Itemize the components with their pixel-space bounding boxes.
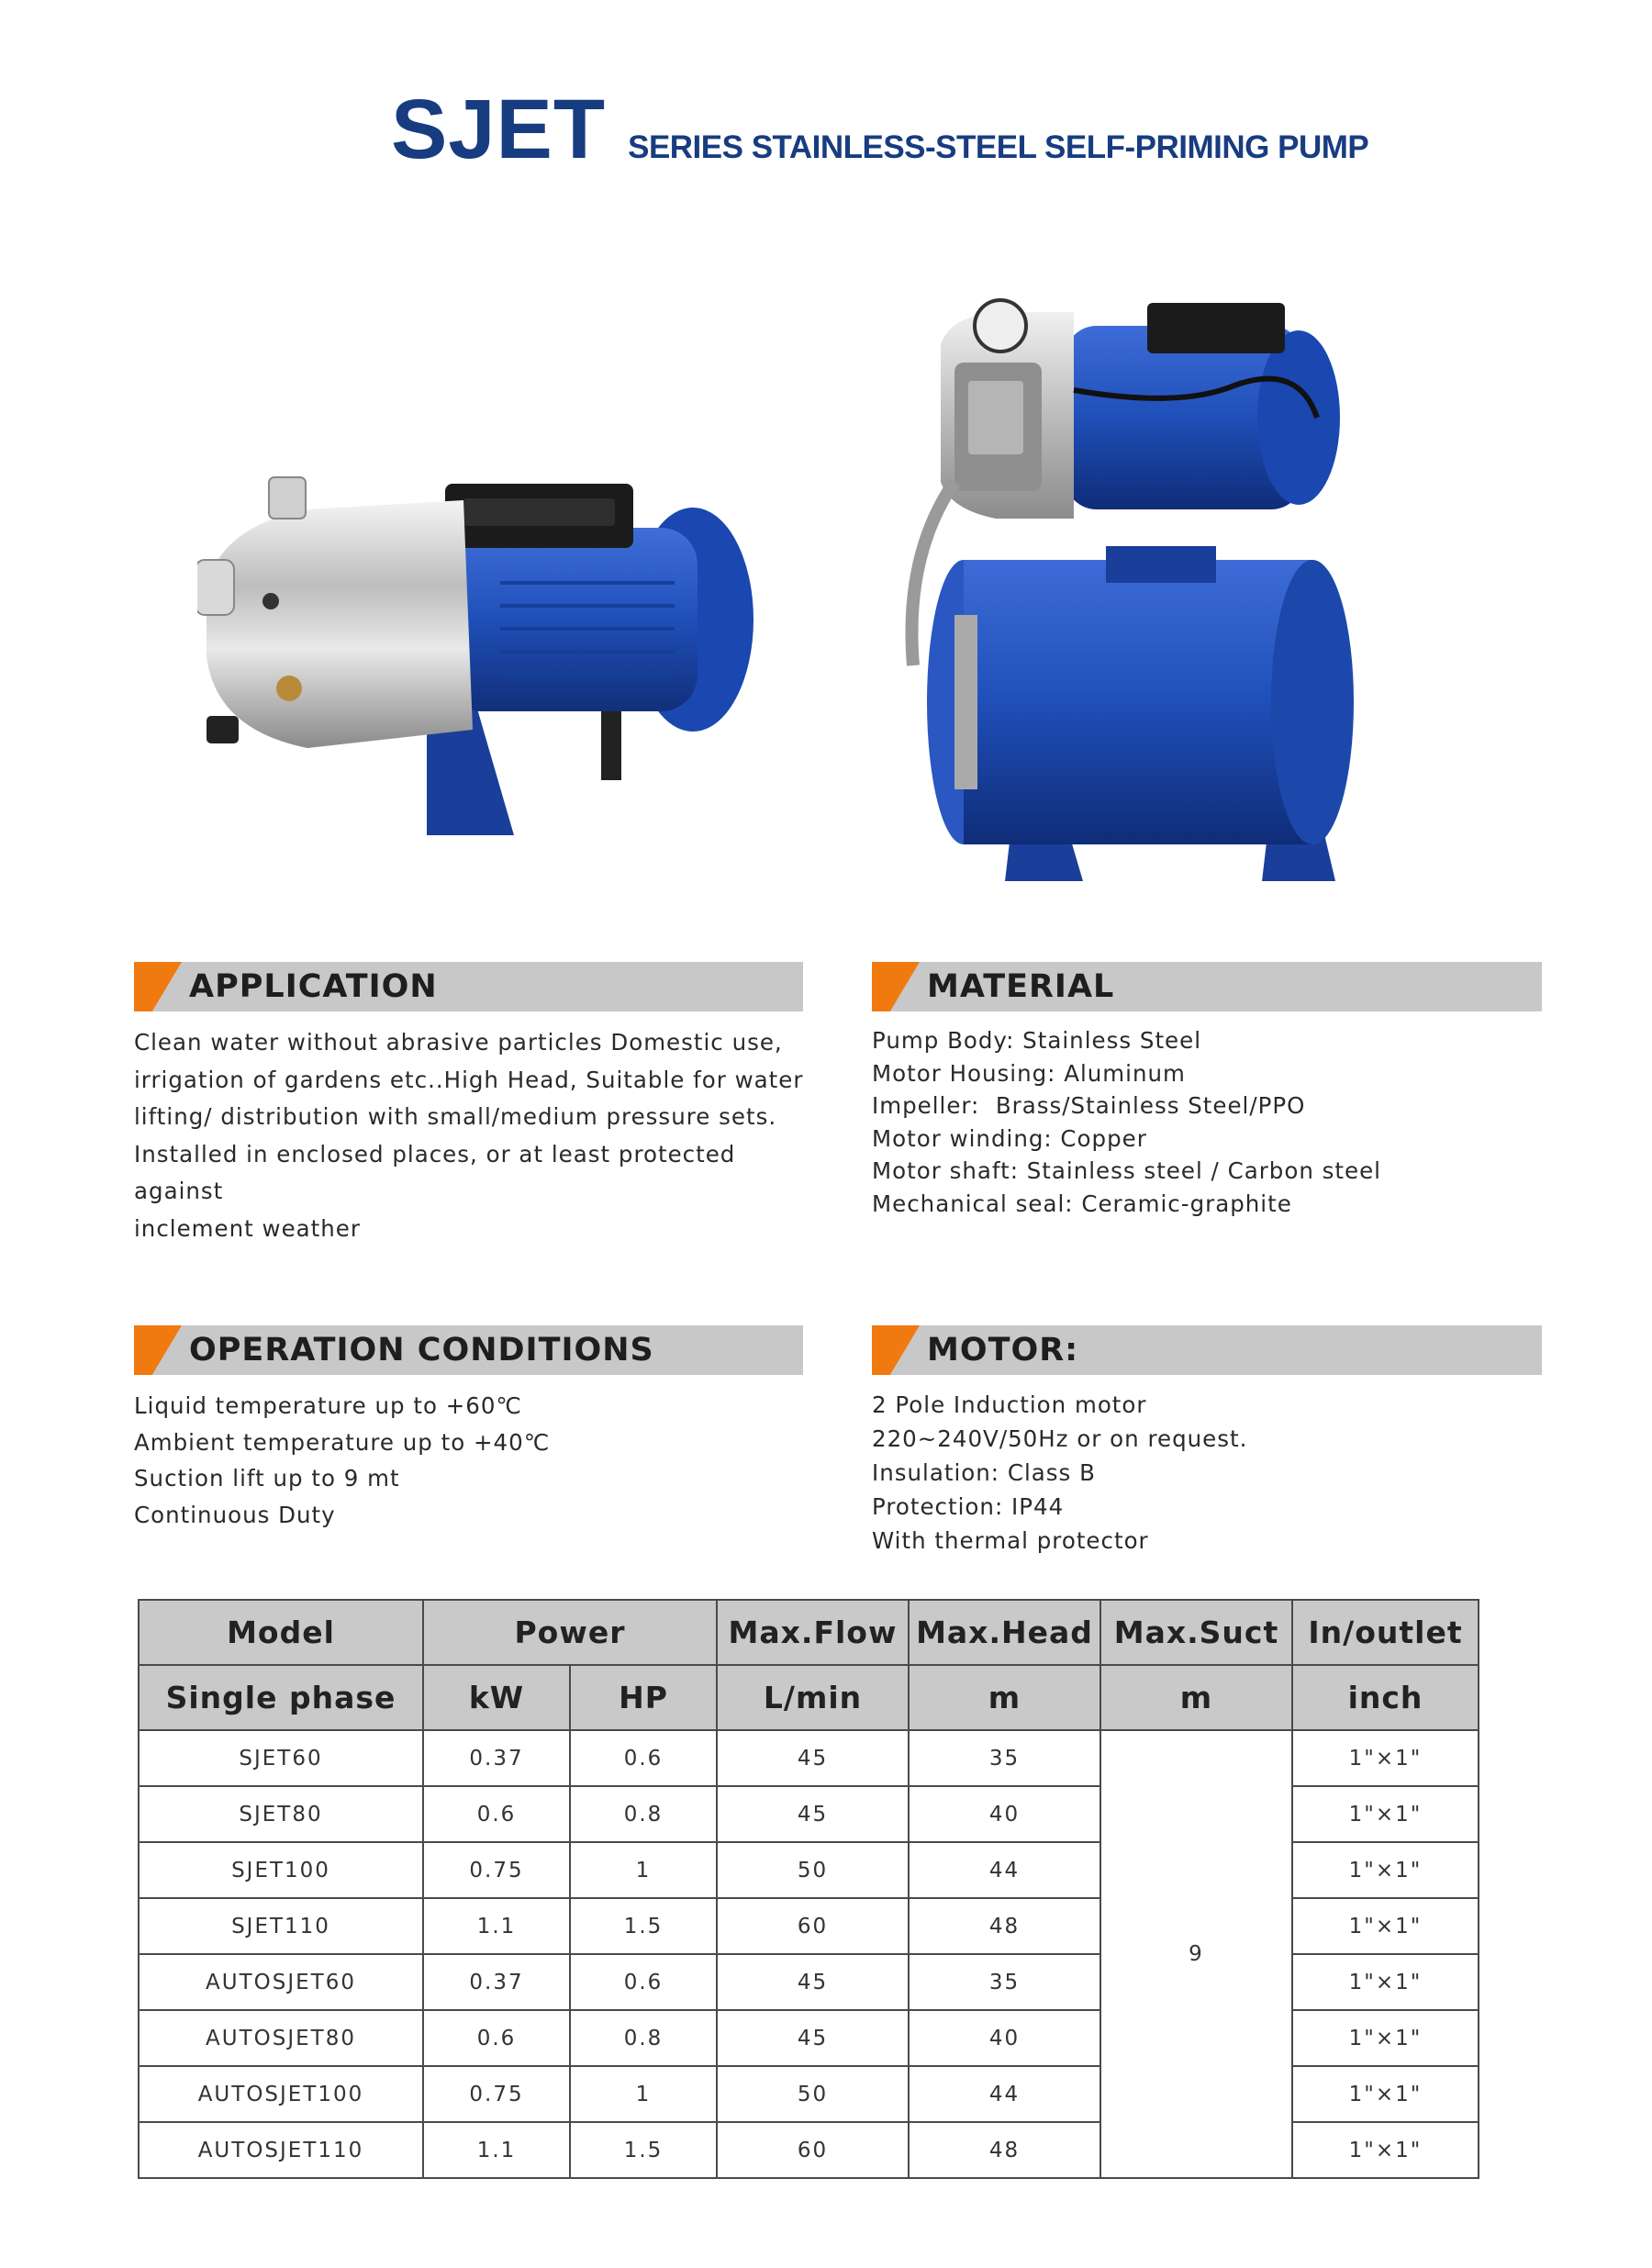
head-cell: 40: [909, 2010, 1100, 2066]
motor-item: 220~240V/50Hz or on request.: [872, 1425, 1248, 1452]
material-item: Impeller: Brass/Stainless Steel/PPO: [872, 1092, 1306, 1119]
inoutlet-cell: 1"×1": [1292, 2122, 1479, 2178]
flow-cell: 50: [717, 2066, 909, 2122]
application-line: lifting/ distribution with small/medium pressure sets.: [134, 1103, 777, 1130]
application-heading: [134, 962, 803, 1011]
inoutlet-cell: 1"×1": [1292, 1786, 1479, 1842]
material-item: Motor shaft: Stainless steel / Carbon steel: [872, 1157, 1381, 1184]
spec-table: [138, 1599, 1479, 2179]
inoutlet-cell: 1"×1": [1292, 1842, 1479, 1898]
material-title: MATERIAL: [927, 968, 1115, 1005]
motor-item: 2 Pole Induction motor: [872, 1391, 1147, 1418]
operation-heading: [134, 1325, 803, 1375]
hp-cell: 1.5: [570, 2122, 717, 2178]
header-inoutlet: In/outlet: [1292, 1600, 1479, 1665]
model-cell: AUTOSJET100: [139, 2066, 423, 2122]
flow-cell: 45: [717, 1954, 909, 2010]
head-cell: 48: [909, 2122, 1100, 2178]
head-cell: 35: [909, 1730, 1100, 1786]
model-cell: SJET80: [139, 1786, 423, 1842]
unit-kw: kW: [423, 1665, 570, 1730]
application-line: inclement weather: [134, 1214, 361, 1242]
header-max-head: Max.Head: [909, 1600, 1100, 1665]
model-cell: AUTOSJET60: [139, 1954, 423, 2010]
inoutlet-cell: 1"×1": [1292, 1730, 1479, 1786]
motor-title: MOTOR:: [927, 1332, 1079, 1369]
material-item: Motor Housing: Aluminum: [872, 1059, 1186, 1087]
hp-cell: 1: [570, 1842, 717, 1898]
kw-cell: 0.75: [423, 2066, 570, 2122]
application-text: [134, 1024, 813, 1247]
inoutlet-cell: 1"×1": [1292, 2066, 1479, 2122]
model-cell: SJET100: [139, 1842, 423, 1898]
page-subtitle: SERIES STAINLESS-STEEL SELF-PRIMING PUMP: [628, 129, 1369, 165]
motor-item: With thermal protector: [872, 1527, 1149, 1554]
autosjet-pump-tank-image: [876, 298, 1395, 909]
kw-cell: 1.1: [423, 2122, 570, 2178]
header-power: Power: [423, 1600, 717, 1665]
head-cell: 44: [909, 2066, 1100, 2122]
heading-accent: [134, 1325, 182, 1375]
page-header: [391, 83, 1369, 176]
application-line: irrigation of gardens etc..High Head, Suitable for water: [134, 1066, 804, 1093]
header-model: Model: [139, 1600, 423, 1665]
unit-inch: inch: [1292, 1665, 1479, 1730]
material-item: Pump Body: Stainless Steel: [872, 1027, 1201, 1054]
application-line: Installed in enclosed places, or at least protected against: [134, 1140, 736, 1204]
flow-cell: 45: [717, 1730, 909, 1786]
motor-item: Protection: IP44: [872, 1493, 1065, 1520]
material-heading: [872, 962, 1542, 1011]
brand-title: SJET: [391, 83, 607, 176]
inoutlet-cell: 1"×1": [1292, 1954, 1479, 2010]
operation-list: [134, 1388, 550, 1533]
operation-item: Liquid temperature up to +60℃: [134, 1392, 522, 1419]
model-cell: AUTOSJET110: [139, 2122, 423, 2178]
head-cell: 40: [909, 1786, 1100, 1842]
heading-accent: [872, 1325, 920, 1375]
table-body: [139, 1730, 1479, 2178]
heading-accent: [134, 962, 182, 1011]
kw-cell: 0.37: [423, 1954, 570, 2010]
operation-item: Continuous Duty: [134, 1501, 336, 1528]
application-title: APPLICATION: [189, 968, 438, 1005]
sjet-pump-image: [197, 473, 785, 849]
material-list: [872, 1024, 1381, 1220]
hp-cell: 0.6: [570, 1730, 717, 1786]
motor-list: [872, 1388, 1247, 1558]
inoutlet-cell: 1"×1": [1292, 2010, 1479, 2066]
model-cell: AUTOSJET80: [139, 2010, 423, 2066]
flow-cell: 45: [717, 1786, 909, 1842]
head-cell: 35: [909, 1954, 1100, 2010]
application-line: Clean water without abrasive particles Domestic use,: [134, 1029, 783, 1056]
head-cell: 48: [909, 1898, 1100, 1954]
flow-cell: 60: [717, 1898, 909, 1954]
kw-cell: 0.6: [423, 1786, 570, 1842]
motor-item: Insulation: Class B: [872, 1459, 1096, 1486]
hp-cell: 0.8: [570, 2010, 717, 2066]
kw-cell: 0.37: [423, 1730, 570, 1786]
kw-cell: 0.6: [423, 2010, 570, 2066]
material-item: Motor winding: Copper: [872, 1124, 1147, 1152]
table-unit-row: [139, 1665, 1479, 1730]
material-item: Mechanical seal: Ceramic-graphite: [872, 1190, 1292, 1217]
flow-cell: 45: [717, 2010, 909, 2066]
inoutlet-cell: 1"×1": [1292, 1898, 1479, 1954]
suction-cell: 9: [1100, 1730, 1292, 2178]
unit-suct-m: m: [1100, 1665, 1292, 1730]
flow-cell: 50: [717, 1842, 909, 1898]
unit-hp: HP: [570, 1665, 717, 1730]
hp-cell: 1: [570, 2066, 717, 2122]
unit-single-phase: Single phase: [139, 1665, 423, 1730]
head-cell: 44: [909, 1842, 1100, 1898]
motor-heading: [872, 1325, 1542, 1375]
unit-lmin: L/min: [717, 1665, 909, 1730]
table-row: [139, 1730, 1479, 1786]
hp-cell: 0.8: [570, 1786, 717, 1842]
kw-cell: 0.75: [423, 1842, 570, 1898]
hp-cell: 0.6: [570, 1954, 717, 2010]
model-cell: SJET110: [139, 1898, 423, 1954]
header-max-flow: Max.Flow: [717, 1600, 909, 1665]
flow-cell: 60: [717, 2122, 909, 2178]
table-header-row: [139, 1600, 1479, 1665]
operation-item: Suction lift up to 9 mt: [134, 1465, 400, 1492]
model-cell: SJET60: [139, 1730, 423, 1786]
kw-cell: 1.1: [423, 1898, 570, 1954]
operation-item: Ambient temperature up to +40℃: [134, 1428, 551, 1456]
hp-cell: 1.5: [570, 1898, 717, 1954]
heading-accent: [872, 962, 920, 1011]
unit-head-m: m: [909, 1665, 1100, 1730]
operation-title: OPERATION CONDITIONS: [189, 1332, 654, 1369]
header-max-suct: Max.Suct: [1100, 1600, 1292, 1665]
